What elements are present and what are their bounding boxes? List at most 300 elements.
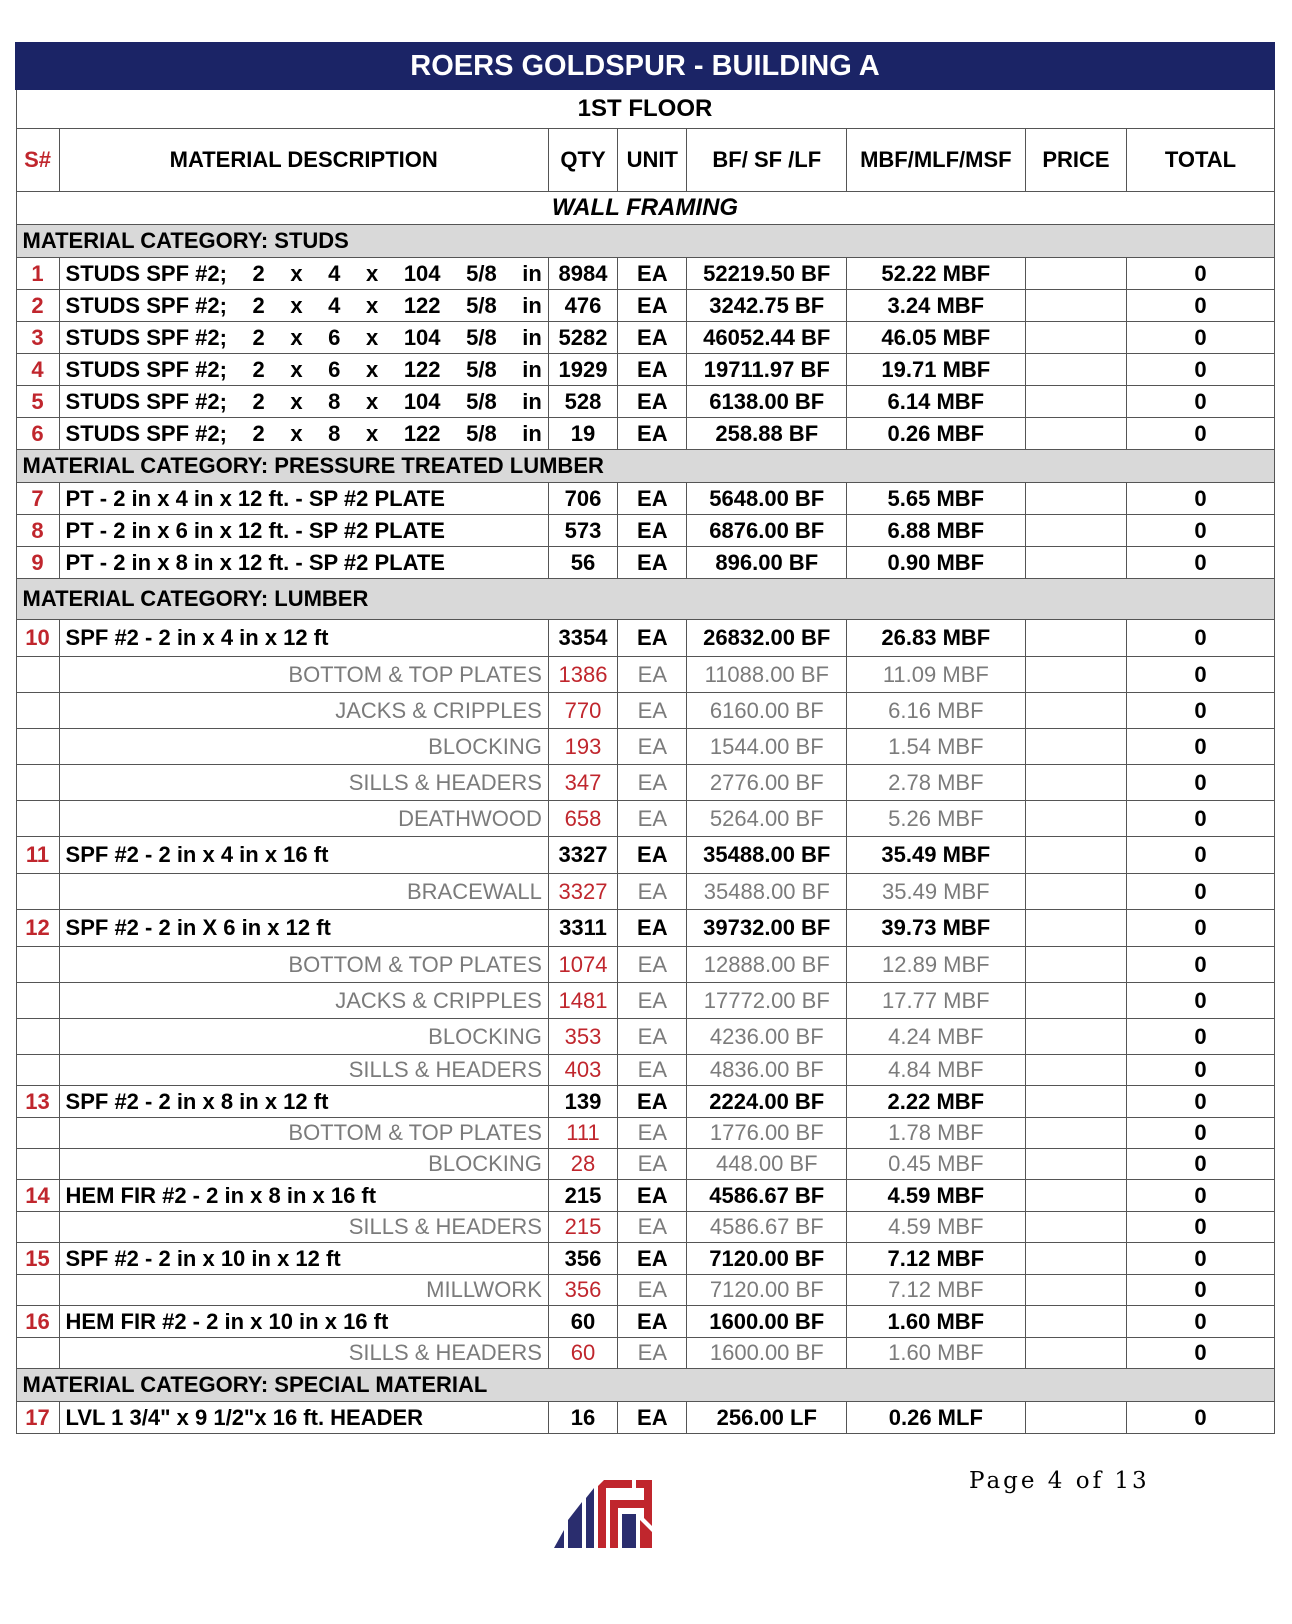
description-part: STUDS SPF #2; — [65, 324, 227, 350]
material-description: JACKS & CRIPPLES — [59, 983, 548, 1019]
quantity-cell: 1481 — [548, 983, 617, 1019]
description-part: STUDS SPF #2; — [65, 388, 227, 414]
price-cell — [1025, 1019, 1127, 1055]
description-part: 104 — [403, 388, 441, 414]
unit-cell: EA — [618, 693, 687, 729]
mbf-cell: 6.16 MBF — [847, 693, 1026, 729]
row-number: 8 — [16, 515, 59, 547]
mbf-cell: 11.09 MBF — [847, 657, 1026, 693]
quantity-cell: 28 — [548, 1149, 617, 1180]
table-row — [16, 418, 1274, 450]
total-cell: 0 — [1127, 874, 1274, 910]
mbf-cell: 1.54 MBF — [847, 729, 1026, 765]
price-cell — [1025, 1180, 1127, 1212]
board-feet-cell: 448.00 BF — [687, 1149, 847, 1180]
board-feet-cell: 35488.00 BF — [687, 837, 847, 874]
row-number: 15 — [16, 1243, 59, 1275]
description-part: 104 — [403, 260, 441, 286]
total-cell: 0 — [1127, 1402, 1274, 1434]
unit-cell: EA — [618, 386, 687, 418]
description-part: in — [522, 420, 542, 446]
document-title: ROERS GOLDSPUR - BUILDING A — [16, 43, 1274, 89]
table-subrow — [16, 874, 1274, 910]
mbf-cell: 17.77 MBF — [847, 983, 1026, 1019]
description-part: in — [522, 292, 542, 318]
description-part: 5/8 — [466, 388, 497, 414]
unit-cell: EA — [618, 729, 687, 765]
estimate-table — [15, 42, 1275, 1434]
price-cell — [1025, 386, 1127, 418]
description-parts — [65, 260, 542, 286]
unit-cell: EA — [618, 1275, 687, 1306]
material-description: BLOCKING — [59, 1149, 548, 1180]
price-cell — [1025, 1086, 1127, 1118]
description-part: STUDS SPF #2; — [65, 356, 227, 382]
description-part: 6 — [328, 324, 341, 350]
total-cell: 0 — [1127, 1019, 1274, 1055]
unit-cell: EA — [618, 322, 687, 354]
column-header-description: MATERIAL DESCRIPTION — [59, 129, 548, 192]
description-part: 6 — [328, 356, 341, 382]
description-part: STUDS SPF #2; — [65, 420, 227, 446]
row-number: 6 — [16, 418, 59, 450]
mbf-cell: 5.26 MBF — [847, 801, 1026, 837]
board-feet-cell: 39732.00 BF — [687, 910, 847, 947]
table-row — [16, 386, 1274, 418]
mbf-cell: 6.14 MBF — [847, 386, 1026, 418]
column-header-bf: BF/ SF /LF — [687, 129, 847, 192]
category-row — [16, 450, 1274, 483]
row-number — [16, 657, 59, 693]
unit-cell: EA — [618, 1243, 687, 1275]
category-row — [16, 225, 1274, 258]
mbf-cell: 35.49 MBF — [847, 837, 1026, 874]
board-feet-cell: 26832.00 BF — [687, 620, 847, 657]
material-description: SILLS & HEADERS — [59, 1212, 548, 1243]
description-part: 5/8 — [466, 356, 497, 382]
category-label: MATERIAL CATEGORY: STUDS — [16, 225, 1274, 258]
total-cell: 0 — [1127, 1243, 1274, 1275]
company-logo-icon — [552, 1480, 662, 1550]
description-part: x — [290, 388, 303, 414]
unit-cell: EA — [618, 483, 687, 515]
quantity-cell: 528 — [548, 386, 617, 418]
mbf-cell: 12.89 MBF — [847, 947, 1026, 983]
row-number: 13 — [16, 1086, 59, 1118]
unit-cell: EA — [618, 1338, 687, 1369]
quantity-cell: 356 — [548, 1243, 617, 1275]
material-description: SPF #2 - 2 in x 4 in x 12 ft — [59, 620, 548, 657]
quantity-cell: 573 — [548, 515, 617, 547]
row-number: 5 — [16, 386, 59, 418]
material-description: JACKS & CRIPPLES — [59, 693, 548, 729]
description-part: 8 — [328, 388, 341, 414]
board-feet-cell: 1544.00 BF — [687, 729, 847, 765]
quantity-cell: 1929 — [548, 354, 617, 386]
description-part: x — [290, 324, 303, 350]
row-number — [16, 1019, 59, 1055]
total-cell: 0 — [1127, 693, 1274, 729]
total-cell: 0 — [1127, 620, 1274, 657]
row-number: 9 — [16, 547, 59, 579]
price-cell — [1025, 290, 1127, 322]
description-part: x — [365, 324, 379, 350]
total-cell: 0 — [1127, 1086, 1274, 1118]
row-number — [16, 765, 59, 801]
board-feet-cell: 7120.00 BF — [687, 1275, 847, 1306]
column-header-price: PRICE — [1025, 129, 1127, 192]
unit-cell: EA — [618, 801, 687, 837]
price-cell — [1025, 1118, 1127, 1149]
row-number — [16, 983, 59, 1019]
board-feet-cell: 5648.00 BF — [687, 483, 847, 515]
quantity-cell: 403 — [548, 1055, 617, 1086]
total-cell: 0 — [1127, 837, 1274, 874]
row-number: 4 — [16, 354, 59, 386]
material-description: SPF #2 - 2 in x 8 in x 12 ft — [59, 1086, 548, 1118]
total-cell: 0 — [1127, 1055, 1274, 1086]
quantity-cell: 16 — [548, 1402, 617, 1434]
unit-cell: EA — [618, 983, 687, 1019]
quantity-cell: 60 — [548, 1338, 617, 1369]
material-description: DEATHWOOD — [59, 801, 548, 837]
material-description — [59, 354, 548, 386]
category-row — [16, 1369, 1274, 1402]
quantity-cell: 476 — [548, 290, 617, 322]
board-feet-cell: 4586.67 BF — [687, 1180, 847, 1212]
description-part: STUDS SPF #2; — [65, 292, 227, 318]
total-cell: 0 — [1127, 515, 1274, 547]
unit-cell: EA — [618, 258, 687, 290]
quantity-cell: 19 — [548, 418, 617, 450]
price-cell — [1025, 483, 1127, 515]
category-row — [16, 579, 1274, 620]
row-number — [16, 729, 59, 765]
price-cell — [1025, 801, 1127, 837]
description-parts — [65, 420, 542, 446]
total-cell: 0 — [1127, 1275, 1274, 1306]
description-part: in — [522, 324, 542, 350]
quantity-cell: 1074 — [548, 947, 617, 983]
row-number: 14 — [16, 1180, 59, 1212]
table-row — [16, 322, 1274, 354]
description-parts — [65, 388, 542, 414]
board-feet-cell: 4586.67 BF — [687, 1212, 847, 1243]
column-header-sn: S# — [16, 129, 59, 192]
quantity-cell: 215 — [548, 1180, 617, 1212]
table-subrow — [16, 1338, 1274, 1369]
table-subrow — [16, 657, 1274, 693]
quantity-cell: 56 — [548, 547, 617, 579]
price-cell — [1025, 983, 1127, 1019]
category-label: MATERIAL CATEGORY: SPECIAL MATERIAL — [16, 1369, 1274, 1402]
description-part: 5/8 — [466, 324, 497, 350]
unit-cell: EA — [618, 947, 687, 983]
description-part: x — [365, 260, 379, 286]
mbf-cell: 19.71 MBF — [847, 354, 1026, 386]
material-description: SPF #2 - 2 in x 10 in x 12 ft — [59, 1243, 548, 1275]
board-feet-cell: 1600.00 BF — [687, 1338, 847, 1369]
row-number — [16, 947, 59, 983]
price-cell — [1025, 837, 1127, 874]
table-row — [16, 290, 1274, 322]
column-header-mbf: MBF/MLF/MSF — [847, 129, 1026, 192]
table-row — [16, 258, 1274, 290]
row-number — [16, 1118, 59, 1149]
total-cell: 0 — [1127, 290, 1274, 322]
description-part: x — [365, 420, 379, 446]
unit-cell: EA — [618, 1086, 687, 1118]
description-part: 2 — [252, 388, 265, 414]
description-parts — [65, 324, 542, 350]
category-label: MATERIAL CATEGORY: LUMBER — [16, 579, 1274, 620]
board-feet-cell: 256.00 LF — [687, 1402, 847, 1434]
row-number — [16, 1149, 59, 1180]
section-title: WALL FRAMING — [16, 192, 1274, 225]
mbf-cell: 7.12 MBF — [847, 1275, 1026, 1306]
row-number: 17 — [16, 1402, 59, 1434]
material-description: SPF #2 - 2 in x 4 in x 16 ft — [59, 837, 548, 874]
unit-cell: EA — [618, 910, 687, 947]
board-feet-cell: 6876.00 BF — [687, 515, 847, 547]
unit-cell: EA — [618, 1306, 687, 1338]
quantity-cell: 706 — [548, 483, 617, 515]
total-cell: 0 — [1127, 1338, 1274, 1369]
unit-cell: EA — [618, 1118, 687, 1149]
table-subrow — [16, 1118, 1274, 1149]
price-cell — [1025, 1275, 1127, 1306]
page-number: Page 4 of 13 — [969, 1468, 1150, 1494]
material-description — [59, 258, 548, 290]
row-number — [16, 801, 59, 837]
unit-cell: EA — [618, 765, 687, 801]
price-cell — [1025, 729, 1127, 765]
total-cell: 0 — [1127, 1149, 1274, 1180]
mbf-cell: 1.60 MBF — [847, 1338, 1026, 1369]
description-parts — [65, 292, 542, 318]
material-description: PT - 2 in x 4 in x 12 ft. - SP #2 PLATE — [59, 483, 548, 515]
material-description: BOTTOM & TOP PLATES — [59, 1118, 548, 1149]
material-description: PT - 2 in x 8 in x 12 ft. - SP #2 PLATE — [59, 547, 548, 579]
board-feet-cell: 5264.00 BF — [687, 801, 847, 837]
unit-cell: EA — [618, 1212, 687, 1243]
table-subrow — [16, 983, 1274, 1019]
unit-cell: EA — [618, 354, 687, 386]
price-cell — [1025, 1243, 1127, 1275]
board-feet-cell: 1776.00 BF — [687, 1118, 847, 1149]
table-subrow — [16, 947, 1274, 983]
mbf-cell: 2.78 MBF — [847, 765, 1026, 801]
price-cell — [1025, 515, 1127, 547]
material-description: HEM FIR #2 - 2 in x 8 in x 16 ft — [59, 1180, 548, 1212]
table-row — [16, 515, 1274, 547]
price-cell — [1025, 1306, 1127, 1338]
description-part: 122 — [403, 292, 441, 318]
mbf-cell: 4.84 MBF — [847, 1055, 1026, 1086]
mbf-cell: 0.90 MBF — [847, 547, 1026, 579]
board-feet-cell: 12888.00 BF — [687, 947, 847, 983]
unit-cell: EA — [618, 1019, 687, 1055]
row-number: 7 — [16, 483, 59, 515]
description-part: 8 — [328, 420, 341, 446]
row-number: 10 — [16, 620, 59, 657]
quantity-cell: 193 — [548, 729, 617, 765]
unit-cell: EA — [618, 1402, 687, 1434]
price-cell — [1025, 693, 1127, 729]
unit-cell: EA — [618, 1055, 687, 1086]
row-number — [16, 1055, 59, 1086]
table-row — [16, 910, 1274, 947]
table-body — [16, 225, 1274, 1434]
table-row — [16, 1243, 1274, 1275]
quantity-cell: 353 — [548, 1019, 617, 1055]
mbf-cell: 4.59 MBF — [847, 1212, 1026, 1243]
table-subrow — [16, 1149, 1274, 1180]
board-feet-cell: 4836.00 BF — [687, 1055, 847, 1086]
board-feet-cell: 52219.50 BF — [687, 258, 847, 290]
price-cell — [1025, 1149, 1127, 1180]
mbf-cell: 3.24 MBF — [847, 290, 1026, 322]
description-part: x — [290, 292, 303, 318]
quantity-cell: 658 — [548, 801, 617, 837]
material-description: BOTTOM & TOP PLATES — [59, 947, 548, 983]
description-part: 2 — [252, 420, 265, 446]
board-feet-cell: 1600.00 BF — [687, 1306, 847, 1338]
description-part: x — [290, 260, 303, 286]
unit-cell: EA — [618, 290, 687, 322]
table-subrow — [16, 693, 1274, 729]
table-row — [16, 1180, 1274, 1212]
quantity-cell: 1386 — [548, 657, 617, 693]
material-description: SILLS & HEADERS — [59, 1338, 548, 1369]
unit-cell: EA — [618, 620, 687, 657]
total-cell: 0 — [1127, 483, 1274, 515]
total-cell: 0 — [1127, 1118, 1274, 1149]
material-description — [59, 290, 548, 322]
material-description: HEM FIR #2 - 2 in x 10 in x 16 ft — [59, 1306, 548, 1338]
quantity-cell: 3311 — [548, 910, 617, 947]
price-cell — [1025, 322, 1127, 354]
price-cell — [1025, 1338, 1127, 1369]
description-part: 2 — [252, 356, 265, 382]
description-part: 5/8 — [466, 292, 497, 318]
description-parts — [65, 356, 542, 382]
unit-cell: EA — [618, 515, 687, 547]
unit-cell: EA — [618, 874, 687, 910]
quantity-cell: 215 — [548, 1212, 617, 1243]
board-feet-cell: 7120.00 BF — [687, 1243, 847, 1275]
description-part: x — [365, 356, 379, 382]
description-part: 2 — [252, 260, 265, 286]
table-subrow — [16, 1055, 1274, 1086]
column-header-row — [16, 129, 1274, 192]
total-cell: 0 — [1127, 801, 1274, 837]
price-cell — [1025, 620, 1127, 657]
description-part: in — [522, 356, 542, 382]
unit-cell: EA — [618, 657, 687, 693]
mbf-cell: 52.22 MBF — [847, 258, 1026, 290]
table-subrow — [16, 1019, 1274, 1055]
table-subrow — [16, 801, 1274, 837]
mbf-cell: 35.49 MBF — [847, 874, 1026, 910]
material-description: MILLWORK — [59, 1275, 548, 1306]
row-number — [16, 1275, 59, 1306]
mbf-cell: 4.59 MBF — [847, 1180, 1026, 1212]
total-cell: 0 — [1127, 386, 1274, 418]
board-feet-cell: 4236.00 BF — [687, 1019, 847, 1055]
price-cell — [1025, 1402, 1127, 1434]
material-description — [59, 418, 548, 450]
material-description: SPF #2 - 2 in X 6 in x 12 ft — [59, 910, 548, 947]
column-header-total: TOTAL — [1127, 129, 1274, 192]
board-feet-cell: 258.88 BF — [687, 418, 847, 450]
mbf-cell: 0.26 MLF — [847, 1402, 1026, 1434]
description-part: 4 — [328, 292, 341, 318]
board-feet-cell: 11088.00 BF — [687, 657, 847, 693]
board-feet-cell: 19711.97 BF — [687, 354, 847, 386]
description-part: 2 — [252, 292, 265, 318]
total-cell: 0 — [1127, 1306, 1274, 1338]
board-feet-cell: 35488.00 BF — [687, 874, 847, 910]
table-row — [16, 620, 1274, 657]
description-part: 122 — [403, 420, 441, 446]
price-cell — [1025, 1055, 1127, 1086]
description-part: 2 — [252, 324, 265, 350]
mbf-cell: 1.60 MBF — [847, 1306, 1026, 1338]
description-part: 4 — [328, 260, 341, 286]
quantity-cell: 3327 — [548, 874, 617, 910]
table-row — [16, 1306, 1274, 1338]
price-cell — [1025, 765, 1127, 801]
description-part: x — [365, 388, 379, 414]
material-description: SILLS & HEADERS — [59, 765, 548, 801]
row-number: 11 — [16, 837, 59, 874]
board-feet-cell: 6160.00 BF — [687, 693, 847, 729]
material-description: SILLS & HEADERS — [59, 1055, 548, 1086]
unit-cell: EA — [618, 837, 687, 874]
mbf-cell: 0.26 MBF — [847, 418, 1026, 450]
quantity-cell: 8984 — [548, 258, 617, 290]
unit-cell: EA — [618, 418, 687, 450]
total-cell: 0 — [1127, 765, 1274, 801]
table-row — [16, 547, 1274, 579]
total-cell: 0 — [1127, 322, 1274, 354]
quantity-cell: 60 — [548, 1306, 617, 1338]
table-row — [16, 1402, 1274, 1434]
column-header-qty: QTY — [548, 129, 617, 192]
table-row — [16, 837, 1274, 874]
row-number — [16, 1338, 59, 1369]
table-subrow — [16, 729, 1274, 765]
price-cell — [1025, 258, 1127, 290]
quantity-cell: 5282 — [548, 322, 617, 354]
mbf-cell: 0.45 MBF — [847, 1149, 1026, 1180]
row-number — [16, 874, 59, 910]
row-number: 1 — [16, 258, 59, 290]
quantity-cell: 139 — [548, 1086, 617, 1118]
board-feet-cell: 6138.00 BF — [687, 386, 847, 418]
description-part: in — [522, 260, 542, 286]
description-part: STUDS SPF #2; — [65, 260, 227, 286]
mbf-cell: 5.65 MBF — [847, 483, 1026, 515]
quantity-cell: 3327 — [548, 837, 617, 874]
mbf-cell: 2.22 MBF — [847, 1086, 1026, 1118]
material-description: BLOCKING — [59, 1019, 548, 1055]
quantity-cell: 111 — [548, 1118, 617, 1149]
total-cell: 0 — [1127, 1180, 1274, 1212]
mbf-cell: 4.24 MBF — [847, 1019, 1026, 1055]
board-feet-cell: 46052.44 BF — [687, 322, 847, 354]
